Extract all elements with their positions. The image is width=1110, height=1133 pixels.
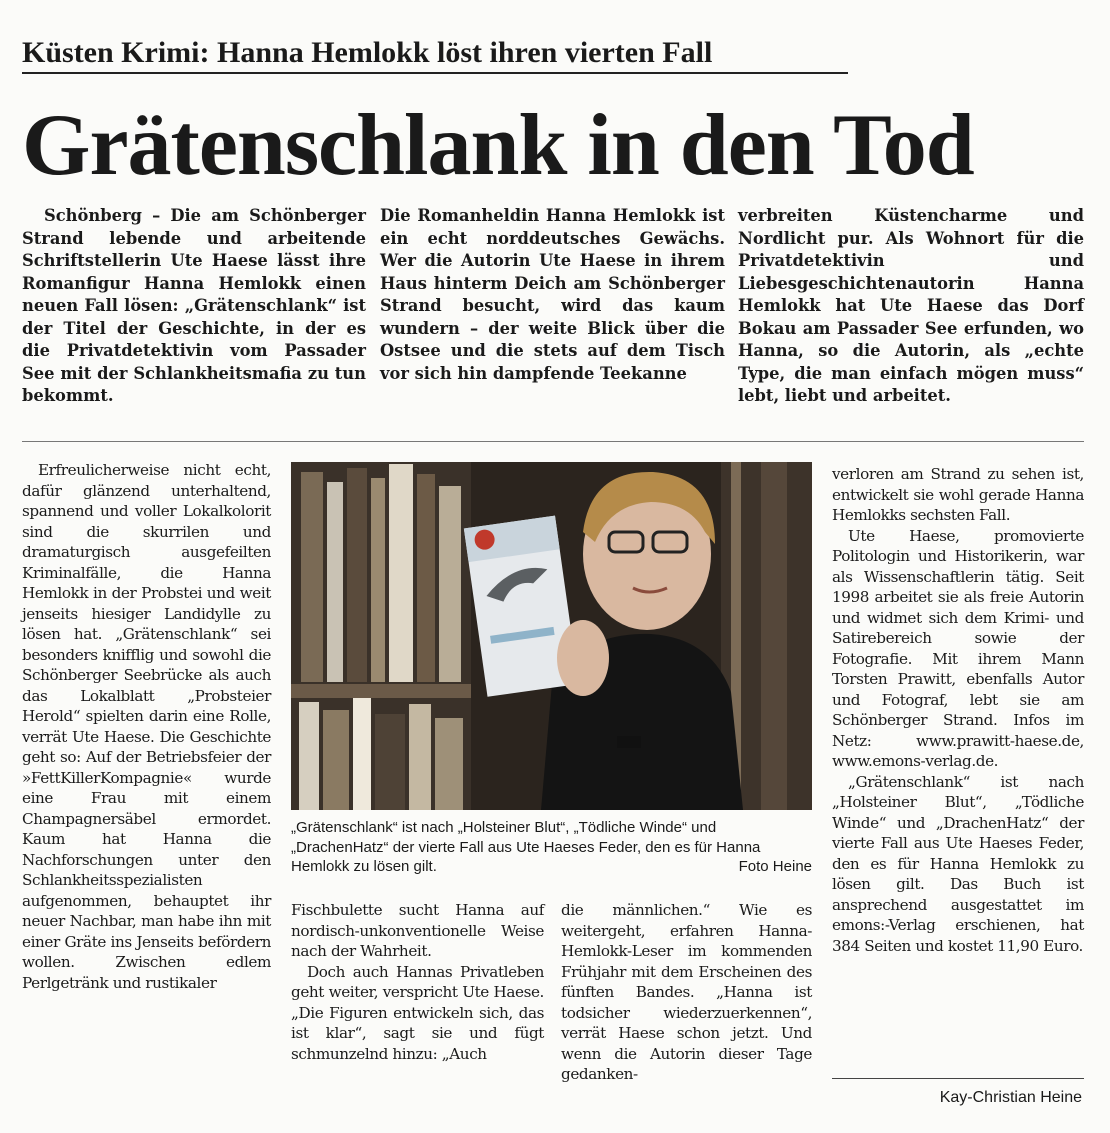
paragraph: Doch auch Hannas Privatleben geht weiter, verspricht Ute Haese. „Die Figuren entwickeln sich, das ist klar“, sagt sie und fügt schmunzelnd hinzu: „Auch — [291, 962, 544, 1063]
lead-column-1: Schönberg – Die am Schönberger Strand lebende und arbeitende Schriftstellerin Ute Haese lässt ihre Romanfigur Hanna Hemlokk einen neuen Fall lösen: „Grätenschlank“ ist der Titel der Geschichte, in der es die Privatdetektivin vom Passader See mit der Schlankheitsmafia zu tun bekommt. — [22, 206, 366, 405]
body-column-1 — [22, 460, 271, 993]
paragraph: verloren am Strand zu sehen ist, entwickelt sie wohl gerade Hanna Hemlokks sechsten Fall. — [832, 465, 1084, 524]
paragraph: Ute Haese, promovierte Politologin und Historikerin, war als Wissenschaftlerin tätig. Seit 1998 arbeitet sie als freie Autorin und widmet sich dem Krimi- und Satirebereich sowie der Fotografie. Mit ihrem Mann Torsten Prawitt, ebenfalls Autor und Fotograf, lebt sie am Schönberger Strand. Infos im Netz: www.prawitt-haese.de, www.emons-verlag.de. — [832, 526, 1084, 770]
paragraph: Fischbulette sucht Hanna auf nordisch-unkonventionelle Weise nach der Wahrheit. — [291, 901, 544, 960]
body-column-3 — [561, 900, 812, 1085]
photo-credit: Foto Heine — [738, 858, 812, 875]
lead-column-2: Die Romanheldin Hanna Hemlokk ist ein echt norddeutsches Gewächs. Wer die Autorin Ute Haese in ihrem Haus hinterm Deich am Schönberger Strand besucht, wird das kaum wundern – der weite Blick über die Ostsee und die stets auf dem Tisch vor sich hin dampfende Teekanne — [380, 206, 725, 383]
author-photo — [291, 462, 812, 810]
headline: Grätenschlank in den Tod — [22, 97, 974, 194]
signature-divider — [832, 1078, 1084, 1079]
author-signature: Kay-Christian Heine — [939, 1089, 1082, 1106]
kicker-line: Küsten Krimi: Hanna Hemlokk löst ihren vierten Fall — [22, 36, 848, 74]
body-column-2 — [291, 900, 544, 1064]
paragraph: Erfreulicherweise nicht echt, dafür glänzend unterhaltend, spannend und voller Lokalkolorit sind die skurrilen und dramaturgisch ausgefeilten Kriminalfälle, die Hanna Hemlokk in der Probstei und weit jenseits hiesiger Landidylle zu lösen hat. „Grätenschlank“ sei besonders knifflig und sowohl die Schönberger Seebrücke als auch das Lokalblatt „Probsteier Herold“ spielten darin eine Rolle, verrät Ute Haese. Die Geschichte geht so: Auf der Betriebsfeier der »FettKillerKompagnie« wurde eine Frau mit einem Champagnersäbel ermordet. Kaum hat Hanna die Nachforschungen unter den Schlankheitsspezialisten aufgenommen, behauptet ihr neuer Nachbar, man habe ihn mit einer Gräte ins Jenseits befördern wollen. Zwischen edlem Perlgetränk und rustikaler — [22, 461, 271, 992]
section-divider — [22, 441, 1084, 442]
photo-caption — [291, 818, 812, 877]
lead-column-3: verbreiten Küstencharme und Nordlicht pur. Als Wohnort für die Privatdetektivin und Liebesgeschichtenautorin Hanna Hemlokk hat Ute Haese das Dorf Bokau am Passader See erfunden, wo Hanna, so die Autorin, als „echte Type, die man einfach mögen muss“ lebt, liebt und arbeitet. — [738, 206, 1084, 405]
caption-text: „Grätenschlank“ ist nach „Holsteiner Blut“, „Tödliche Winde“ und „DrachenHatz“ der vierte Fall aus Ute Haeses Feder, den es für Hanna Hemlokk zu lösen gilt. — [291, 819, 761, 875]
body-column-4 — [832, 464, 1084, 956]
paragraph: „Grätenschlank“ ist nach „Holsteiner Blut“, „Tödliche Winde“ und „DrachenHatz“ der vierte Fall aus Ute Haeses Feder, den es für Hanna Hemlokk zu lösen gilt. Das Buch ist ansprechend ausgestattet im emons:-Verlag erschienen, hat 384 Seiten und kostet 11,90 Euro. — [832, 772, 1084, 955]
paragraph: die männlichen.“ Wie es weitergeht, erfahren Hanna-Hemlokk-Leser im kommenden Frühjahr mit dem Erscheinen des fünften Bandes. „Hanna ist todsicher wiederzuerkennen“, verrät Haese schon jetzt. Und wenn die Autorin dieser Tage gedanken- — [561, 901, 812, 1083]
